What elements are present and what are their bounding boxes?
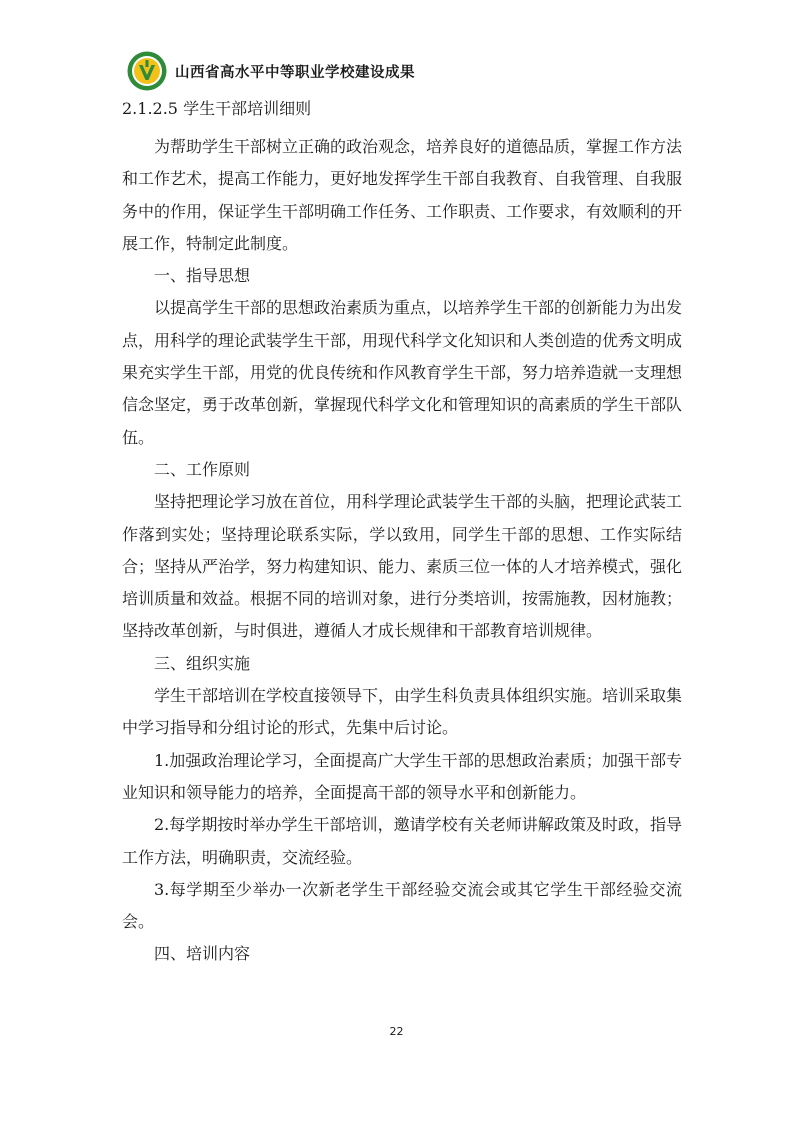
- guiding-ideology-paragraph: 以提高学生干部的思想政治素质为重点，以培养学生干部的创新能力为出发点，用科学的理论武装学生干部，用现代科学文化知识和人类创造的优秀文明成果充实学生干部，用党的优良传统和作风教育学生干部，努力培养造就一支理想信念坚定，勇于改革创新，掌握现代科学文化和管理知识的高素质的学生干部队伍。: [122, 298, 683, 447]
- section-heading-guiding-ideology: 一、指导思想: [154, 266, 251, 286]
- section-heading-work-principles: 二、工作原则: [154, 459, 251, 479]
- header-title: 山西省高水平中等职业学校建设成果: [175, 64, 415, 81]
- page-number: 22: [389, 1025, 404, 1038]
- section-heading-training-content: 四、培训内容: [154, 944, 251, 964]
- organization-paragraph: 学生干部培训在学校直接领导下，由学生科负责具体组织实施。培训采取集中学习指导和分组讨论的形式，先集中后讨论。: [122, 686, 683, 738]
- work-principles-paragraph: 坚持把理论学习放在首位，用科学理论武装学生干部的头脑，把理论武装工作落到实处；坚持理论联系实际，学以致用，同学生干部的思想、工作实际结合；坚持从严治学，努力构建知识、能力、素质三位一体的人才培养模式，强化培训质量和效益。根据不同的培训对象，进行分类培训，按需施教，因材施教；坚持改革创新，与时俱进，遵循人才成长规律和干部教育培训规律。: [122, 492, 683, 641]
- section-heading-organization: 三、组织实施: [154, 653, 251, 673]
- organization-item-3: 3.每学期至少举办一次新老学生干部经验交流会或其它学生干部经验交流会。: [122, 879, 682, 932]
- organization-item-1: 1.加强政治理论学习，全面提高广大学生干部的思想政治素质；加强干部专业知识和领导能力的培养，全面提高干部的领导水平和创新能力。: [122, 750, 682, 802]
- document-body: [122, 96, 682, 971]
- organization-item-2: 2.每学期按时举办学生干部培训，邀请学校有关老师讲解政策及时政，指导工作方法，明确职责，交流经验。: [122, 815, 682, 867]
- intro-paragraph: 为帮助学生干部树立正确的政治观念，培养良好的道德品质，掌握工作方法和工作艺术，提高工作能力，更好地发挥学生干部自我教育、自我管理、自我服务中的作用，保证学生干部明确工作任务、工作职责、工作要求，有效顺利的开展工作，特制定此制度。: [122, 137, 683, 253]
- section-number: 2.1.2.5 学生干部培训细则: [122, 99, 312, 118]
- page-header: [127, 48, 415, 94]
- school-emblem-icon: [127, 51, 167, 91]
